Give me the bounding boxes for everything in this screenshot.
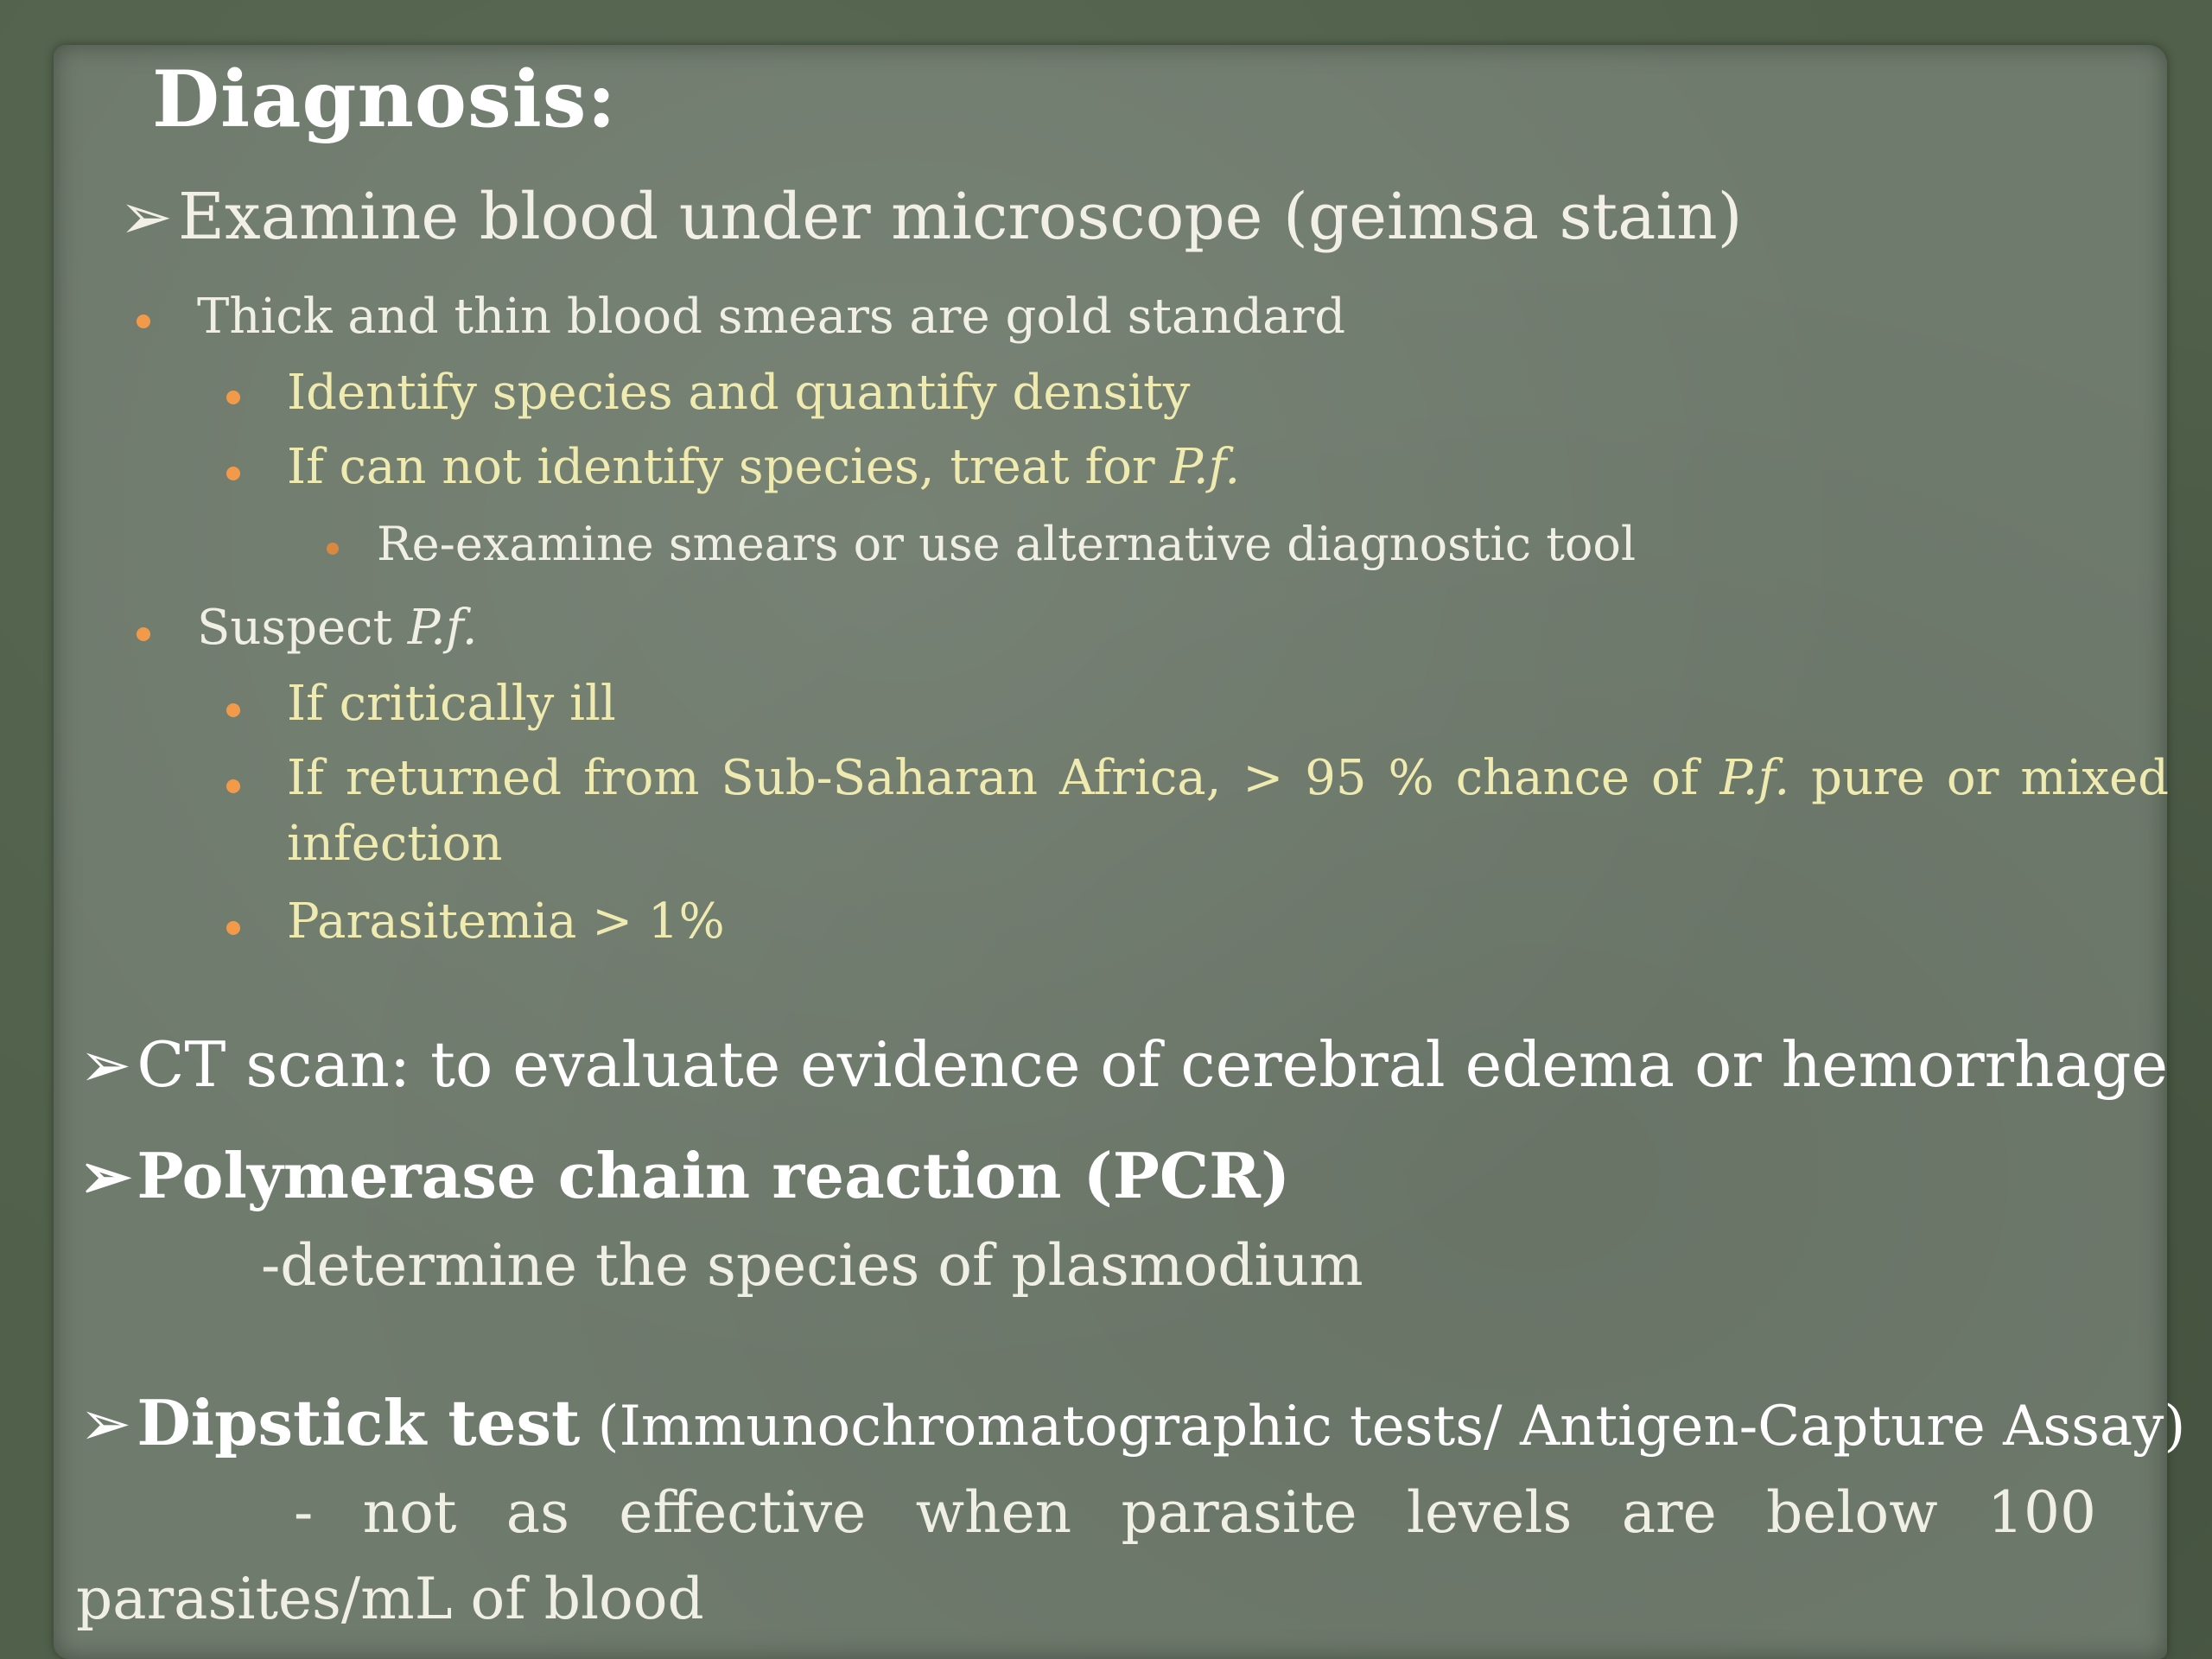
bullet-returned-line2: infection [287, 816, 503, 872]
bullet-dot-icon [137, 315, 150, 328]
bullet-ct-text: CT scan: to evaluate evidence of cerebral edema or hemorrhage [137, 1028, 2169, 1101]
bullet-dot-icon [137, 627, 150, 641]
bullet-dot-icon [226, 779, 240, 793]
word: when [915, 1479, 1072, 1546]
bullet-suspect [197, 600, 478, 656]
word: Sub-Saharan [721, 750, 1039, 806]
bullet-returned-line1 [287, 750, 2169, 806]
bullet-pcr [79, 1139, 1290, 1212]
arrow-bullet-icon: ➢ [119, 180, 174, 254]
dipstick-sub-line2: parasites/mL of blood [76, 1566, 704, 1632]
word: effective [619, 1479, 867, 1546]
word: If [287, 750, 324, 806]
bullet-dipstick [79, 1386, 2185, 1459]
word: mixed [2020, 750, 2169, 806]
arrow-bullet-icon: ➢ [79, 1028, 132, 1101]
dipstick-detail-text: (Immunochromatographic tests/ Antigen-Capture Assay) [580, 1395, 2186, 1459]
word: not [362, 1479, 457, 1546]
word: pure [1811, 750, 1925, 806]
dipstick-bold-text: Dipstick test [137, 1386, 581, 1459]
bullet-cannot-text: If can not identify species, treat for [287, 439, 1171, 495]
word: parasite [1121, 1479, 1357, 1546]
word: % [1388, 750, 1434, 806]
word: from [583, 750, 700, 806]
bullet-dot-icon [226, 391, 240, 404]
word: chance [1455, 750, 1630, 806]
bullet-critically-text: If critically ill [287, 676, 616, 732]
pcr-subtext: -determine the species of plasmodium [261, 1232, 1363, 1299]
word: or [1946, 750, 1999, 806]
bullet-smears-text: Thick and thin blood smears are gold standard [197, 289, 1346, 345]
bullet-identify-text: Identify species and quantify density [287, 365, 1191, 421]
word: are [1621, 1479, 1717, 1546]
slide-title: Diagnosis: [152, 54, 617, 145]
bullet-microscope-text: Examine blood under microscope (geimsa stain) [178, 180, 1743, 254]
pf-abbreviation: P.f. [1170, 439, 1241, 495]
word: as [505, 1479, 569, 1546]
word: Africa, [1058, 750, 1222, 806]
bullet-dot-icon [226, 703, 240, 717]
word: below [1765, 1479, 1938, 1546]
word: > [1243, 750, 1284, 806]
word: 95 [1305, 750, 1367, 806]
arrow-bullet-icon: ➢ [79, 1139, 132, 1212]
dipstick-sub-line1 [294, 1479, 2096, 1546]
bullet-parasitemia-text: Parasitemia > 1% [287, 893, 725, 950]
word: - [294, 1479, 314, 1546]
pf-abbreviation: P.f. [1719, 750, 1790, 806]
word: returned [345, 750, 563, 806]
bullet-dot-icon [226, 467, 240, 480]
word: levels [1406, 1479, 1573, 1546]
pf-abbreviation: P.f. [407, 600, 478, 656]
bullet-dot-icon [226, 921, 240, 935]
bullet-ct-scan [79, 1028, 2168, 1101]
arrow-bullet-icon: ➢ [79, 1387, 132, 1459]
bullet-microscope [119, 180, 1743, 254]
word: of [1651, 750, 1699, 806]
bullet-suspect-text: Suspect [197, 600, 408, 656]
word: 100 [1986, 1479, 2096, 1546]
bullet-pcr-text: Polymerase chain reaction (PCR) [137, 1139, 1291, 1212]
bullet-cannot-identify [287, 439, 1240, 495]
bullet-reexamine-text: Re-examine smears or use alternative diagnostic tool [377, 517, 1637, 571]
bullet-dot-icon [327, 543, 339, 555]
